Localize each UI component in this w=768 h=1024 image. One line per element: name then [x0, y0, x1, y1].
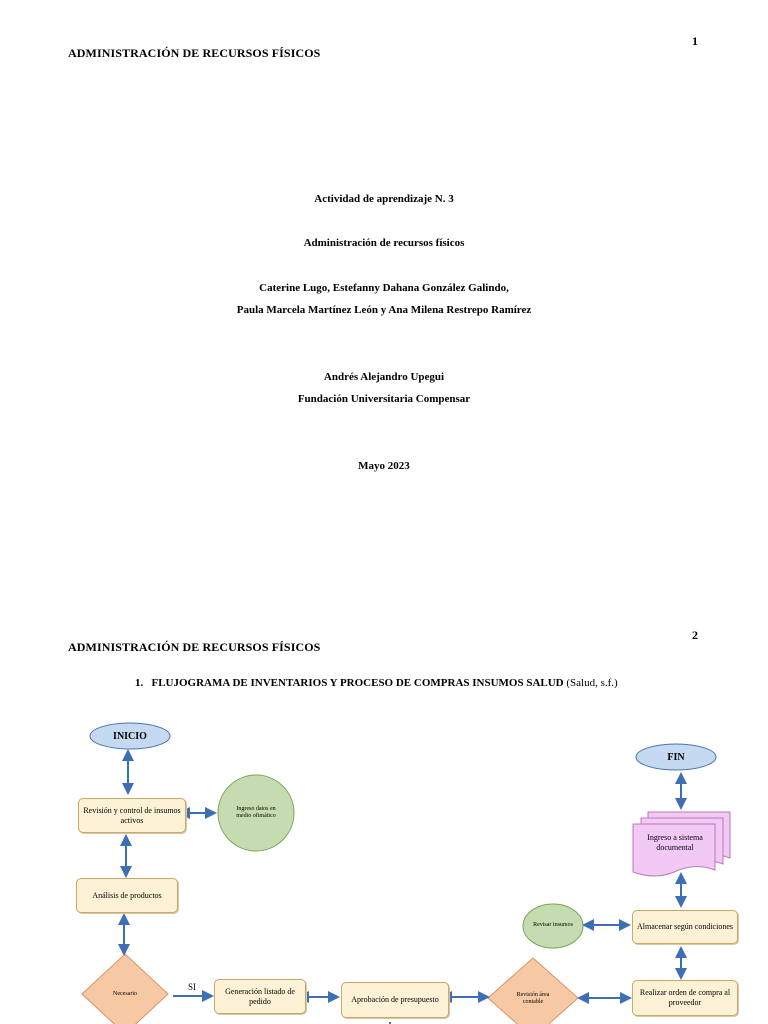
revisar-insumos-label: Revisar insumos	[533, 921, 573, 928]
analisis-box: Análisis de productos	[76, 878, 178, 913]
ingreso-sistema-label: Ingreso a sistema documental	[647, 833, 703, 852]
page1-page-number: 1	[692, 34, 698, 48]
realizar-orden-box: Realizar orden de compra al proveedor	[632, 980, 738, 1016]
authors-line-1: Caterine Lugo, Estefanny Dahana González Galindo,	[259, 282, 509, 294]
section-title: FLUJOGRAMA DE INVENTARIOS Y PROCESO DE COMPRAS INSUMOS SALUD	[151, 677, 564, 689]
document-date: Mayo 2023	[358, 460, 410, 472]
inicio-label: INICIO	[113, 730, 147, 742]
authors-line-2: Paula Marcela Martínez León y Ana Milena Restrepo Ramírez	[236, 304, 532, 316]
institution-name: Fundación Universitaria Compensar	[297, 393, 471, 405]
flowchart	[0, 700, 768, 1024]
revision-contable-label: Revisión área contable	[516, 992, 550, 1005]
section-number: 1.	[135, 677, 144, 689]
page2-running-header: ADMINISTRACIÓN DE RECURSOS FÍSICOS	[68, 640, 321, 654]
page2-page-number: 2	[692, 628, 698, 642]
ingreso-datos-label: Ingreso datos en medio ofimático	[236, 806, 276, 819]
fin-label: FIN	[667, 751, 685, 763]
almacenar-box: Almacenar según condiciones	[632, 910, 738, 944]
necesario-label: Necesario	[113, 990, 137, 997]
page1-running-header: ADMINISTRACIÓN DE RECURSOS FÍSICOS	[68, 46, 321, 60]
revision-control-box: Revisión y control de insumos activos	[78, 798, 186, 833]
aprobacion-box: Aprobación de presupuesto	[341, 982, 449, 1018]
section-heading	[135, 677, 618, 689]
teacher-name: Andrés Alejandro Upegui	[323, 371, 445, 383]
section-citation: (Salud, s.f.)	[566, 677, 618, 689]
generacion-box: Generación listado de pedido	[214, 979, 306, 1014]
si-label: SI	[187, 981, 196, 992]
subject-title: Administración de recursos físicos	[303, 237, 465, 249]
activity-title: Actividad de aprendizaje N. 3	[314, 193, 454, 205]
